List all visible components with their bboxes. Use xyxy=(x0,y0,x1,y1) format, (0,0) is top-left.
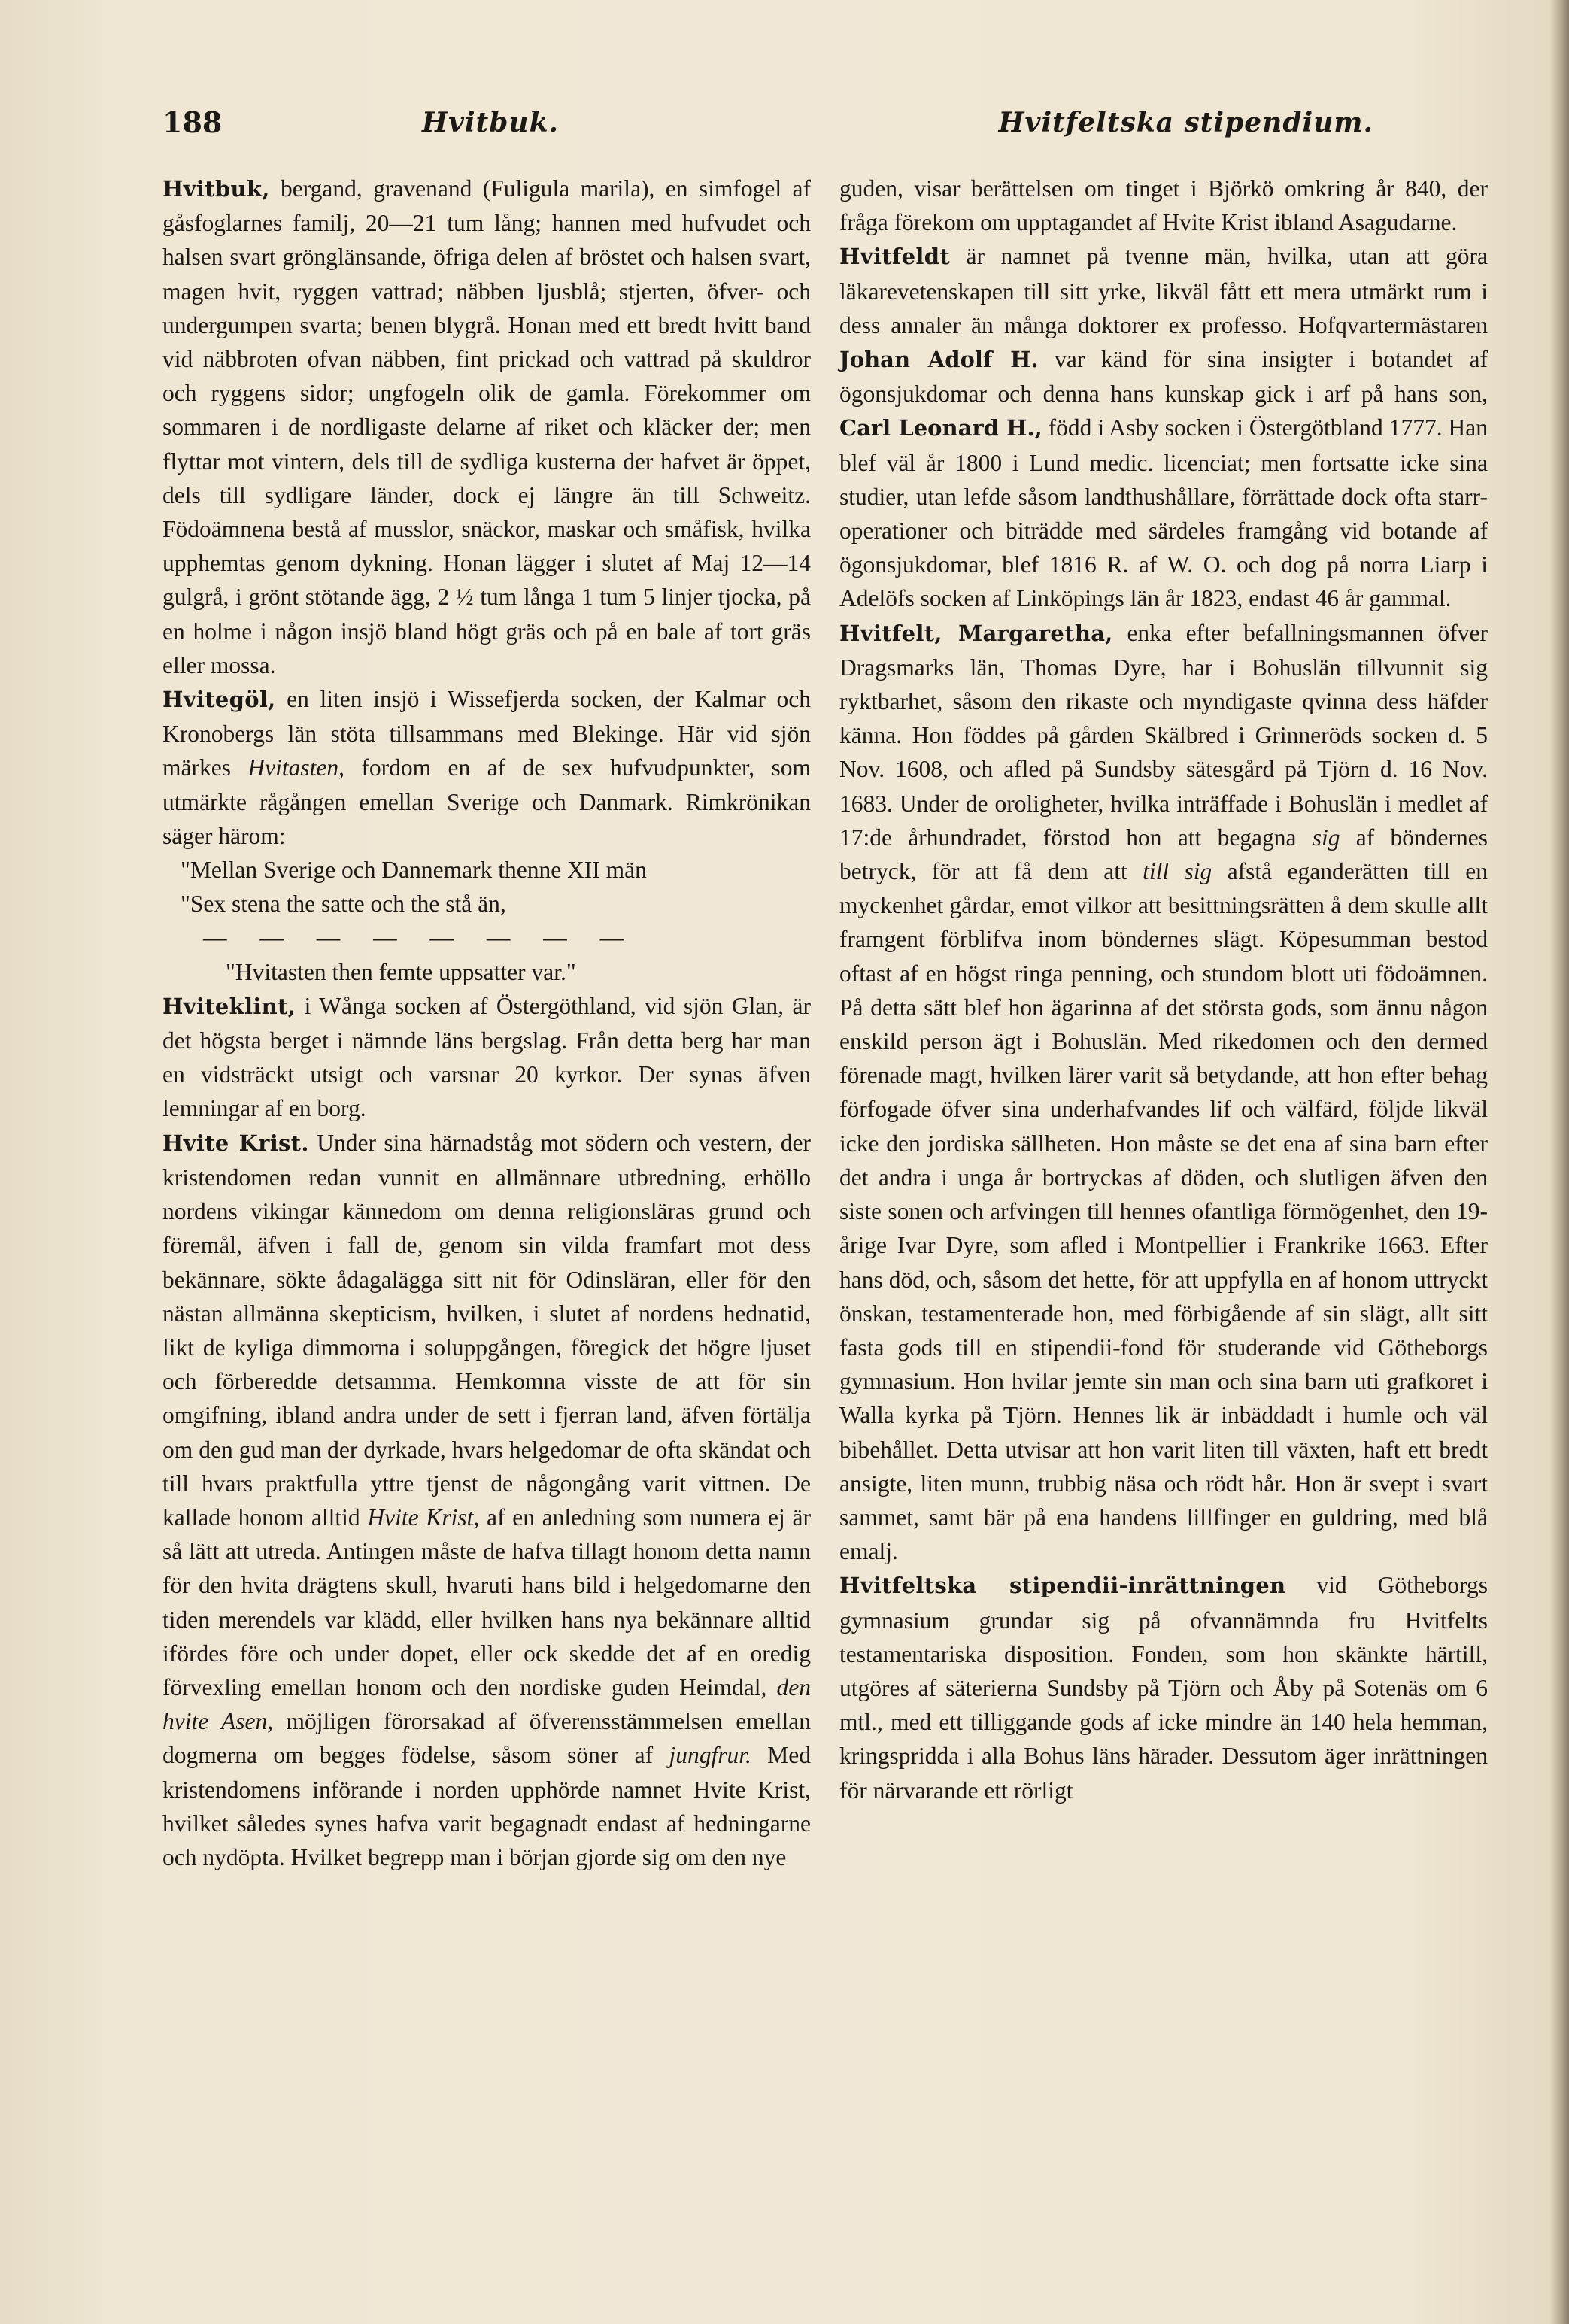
page-number: 188 xyxy=(162,105,223,139)
entry-text: enka efter befallningsmannen öfver Dragsmarks län, Thomas Dyre, har i Bohuslän tillvunnit sig ryktbarhet, såsom den rikaste och myndigaste qvinna dess häfder känna. Hon föddes på gården Skälbred i Grinneröds socken d. 5 Nov. 1608, och afled på Sundsby sätesgård på Tjörn d. 16 Nov. 1683. Under de oroligheter, hvilka inträffade i Bohuslän i medlet af 17:de århundradet, förstod hon att begagna xyxy=(839,619,1488,851)
entry-hviteklint xyxy=(162,989,811,1126)
entry-text: fordom en af de sex hufvudpunkter, som utmärkte rågången emellan Sverige och Danmark. Rimkrönikan säger härom: xyxy=(162,754,811,849)
entry-hvitfelt-margaretha xyxy=(839,616,1488,1569)
person-name: Carl Leonard H., xyxy=(839,415,1042,441)
entry-hvite-krist xyxy=(162,1126,811,1874)
italic-term: Hvitasten, xyxy=(247,754,344,781)
verse-ellipsis: — — — — — — — — xyxy=(203,924,638,951)
entry-text: Under sina härnadståg mot södern och vestern, der kristendomen redan vunnit en allmännare utbredning, erhöllo nordens vikingar kännedom om denna religionsläras grund och föremål, äfven i fall de, genom sin vilda framfart mot dess bekännare, sökte ådagalägga sitt nit för Odinsläran, eller för den nästan allmänna skepticism, hvilken, i slutet af nordens hednatid, likt de kyliga dimmorna i soluppgången, föregick det högre ljuset och förberedde detsamma. Hemkomna visste de att för sin omgifning, ibland andra under de sett i fjerran land, äfven förtälja om den gud man der dyrkade, hvars helgedomar de ofta skändat och till hvars praktfulla yttre tjenst de någongång varit vittnen. De kallade honom alltid xyxy=(162,1129,811,1531)
headword: Hvitfeldt xyxy=(839,244,950,270)
entry-hvitfeltska xyxy=(839,1568,1488,1807)
headword: Hvite Krist. xyxy=(162,1130,309,1156)
entry-text: af en anledning som numera ej är så lätt att utreda. Antingen måste de hafva tillagt honom detta namn för den hvita drägtens skull, hvaruti hans bild i helgedomarne den tiden merendels var klädd, eller hvilken hans nya bekännare alltid ifördes före och under dopet, eller ock skedde det af en oredig förvexling emellan honom och den nordiske guden Heimdal, xyxy=(162,1503,812,1701)
entry-hvitbuk xyxy=(162,171,811,682)
page-edge xyxy=(1549,0,1569,2324)
entry-text: vid Götheborgs gymnasium grundar sig på ofvannämnda fru Hvitfelts testamentariska disposition. Fonden, som hon skänkte härtill, utgöres af säterierna Sundsby på Tjörn och Åby på Sotenäs om 6 mtl., med ett tilliggande gods af icke mindre än 140 hela hemman, kringspridda i alla Bohus läns härader. Dessutom äger inrättningen för närvarande ett rörligt xyxy=(839,1572,1488,1804)
headword: Hvitegöl, xyxy=(162,687,276,713)
entry-text: född i Asby socken i Östergötbland 1777. Han blef väl år 1800 i Lund medic. licenciat; men fortsatte icke sina studier, utan lefde såsom landthushållare, förrättade dock ofta starr-operationer och biträdde med särdeles framgång vid botande af ögonsjukdomar, blef 1816 R. af W. O. och dog på norra Liarp i Adelöfs socken af Linköpings län år 1823, endast 46 år gammal. xyxy=(839,414,1489,612)
headword: Hvitfeltska stipendii-inrättningen xyxy=(839,1573,1286,1599)
entry-hvitfeldt xyxy=(839,239,1488,615)
italic-term: jungfrur. xyxy=(669,1742,751,1769)
headword: Hvitfelt, Margaretha, xyxy=(839,620,1113,646)
entry-text: bergand, gravenand (Fuligula marila), en simfogel af gåsfoglarnes familj, 20—21 tum lång; hannen med hufvudet och halsen svart grönglänsande, öfriga delen af bröstet och halsen svart, magen hvit, ryggen vattrad; näbben ljusblå; stjerten, öfver- och undergumpen svarta; benen blygrå. Honan med ett bredt hvitt band vid näbbroten ofvan näbben, fint prickad och vattrad på skuldror och ryggens sidor; ungfogeln olik de gamla. Förekommer om sommaren i de nordligaste delarne af riket och kläcker der; men flyttar mot vintern, dels till de sydliga kusterna der hafvet är öppet, dels till sydligare länder, dock ej längre än till Schweitz. Födoämnena bestå af musslor, snäckor, maskar och småfisk, hvilka upphemtas genom dykning. Honan lägger i slutet af Maj 12—14 gulgrå, i grönt stötande ägg, 2 ½ tum långa 1 tum 5 linjer tjocka, på en holme i någon insjö bland högt gräs och på en bale af tort gräs eller mossa. xyxy=(162,175,811,678)
headword: Hviteklint, xyxy=(162,993,296,1019)
entry-text: af böndernes betryck, för att få dem att xyxy=(839,824,1489,885)
right-column xyxy=(839,171,1488,1807)
italic-term: den hvite Asen, xyxy=(162,1673,811,1735)
headword: Hvitbuk, xyxy=(162,176,270,202)
left-running-head: Hvitbuk. xyxy=(422,107,560,138)
italic-term: Hvite Krist, xyxy=(367,1503,480,1531)
right-running-head: Hvitfeltska stipendium. xyxy=(998,107,1373,138)
entry-text: afstå eganderätten till en myckenhet gårdar, emot vilkor att besittningsrätten å dem skulle allt framgent förblifva inom böndernes slägt. Köpesumman bestod oftast af en högst ringa penning, och stundom blott uti födoämnen. På detta sätt blef hon ägarinna af det största gods, som ännu någon enskild person ägt i Bohuslän. Med rikedomen och den dermed förenade magt, hvilken lärer varit så betydande, att hon efter behag förfogade öfver sina underhafvandes lif och välfärd, följde likväl icke den jordiska sällheten. Hon måste se det ena af sina barn efter det andra i unga år bortryckas af döden, och slutligen äfven den siste sonen och arfvingen till hennes ofantliga förmögenhet, den 19-årige Ivar Dyre, som afled i Montpellier i Frankrike 1663. Efter hans död, och, såsom det hette, för att uppfylla en af honom uttryckt önskan, testamenterade hon, med förbigående af sin slägt, allt sitt fasta gods till en stipendii-fond för studerande vid Götheborgs gymnasium. Hon hvilar jemte sin man och sina barn uti grafkoret i Walla kyrka på Tjörn. Hennes lik är inbäddadt i humle och väl bibehållet. Detta utvisar att hon varit liten till växten, haft ett bredt ansigte, liten munn, trubbig näsa och rödt hår. Hon är svept i svart sammet, samt bär på ena handens lillfinger en guldring, med blå emalj. xyxy=(839,858,1488,1565)
entry-text: Med kristendomens införande i norden upphörde namnet Hvite Krist, hvilket således synes hafva varit begagnadt endast af hedningarne och nydöpta. Hvilket begrepp man i början gjorde sig om den nye xyxy=(162,1742,811,1870)
entry-text: möjligen förorsakad af öfverensstämmelsen emellan dogmerna om begges födelse, såsom söner af xyxy=(162,1708,811,1769)
left-column xyxy=(162,171,811,1874)
entry-text: en liten insjö i Wissefjerda socken, der Kalmar och Kronobergs län stöta tillsammans med Blekinge. Här vid sjön märkes xyxy=(162,686,811,781)
entry-hvite-krist-continued: guden, visar berättelsen om tinget i Björkö omkring år 840, der fråga förekom om upptagandet af Hvite Krist ibland Asagudarne. xyxy=(839,175,1488,236)
italic-term: till sig xyxy=(1143,858,1212,885)
verse-line: "Hvitasten then femte uppsatter var." xyxy=(226,958,576,985)
entry-text: är namnet på tvenne män, hvilka, utan att göra läkarevetenskapen till sitt yrke, likväl fått ett mera utmärkt rum i dess annaler än många doktorer ex professo. Hofqvartermästaren xyxy=(839,243,1488,338)
entry-hvitegol xyxy=(162,682,811,853)
entry-text: var känd för sina insigter i botandet af ögonsjukdomar och denna hans kunskap gick i arf på hans son, xyxy=(839,346,1488,408)
person-name: Johan Adolf H. xyxy=(839,347,1039,373)
italic-term: sig xyxy=(1312,824,1340,851)
entry-text: i Wånga socken af Östergöthland, vid sjön Glan, är det högsta berget i nämnde läns bergslag. Från detta berg har man en vidsträckt utsigt och varsnar 20 kyrkor. Der synas äfven lemningar af en borg. xyxy=(162,992,811,1122)
verse-line: "Sex stena the satte och the stå än, xyxy=(181,890,506,918)
running-header xyxy=(162,105,1509,150)
verse-line: "Mellan Sverige och Dannemark thenne XII män xyxy=(181,857,647,884)
